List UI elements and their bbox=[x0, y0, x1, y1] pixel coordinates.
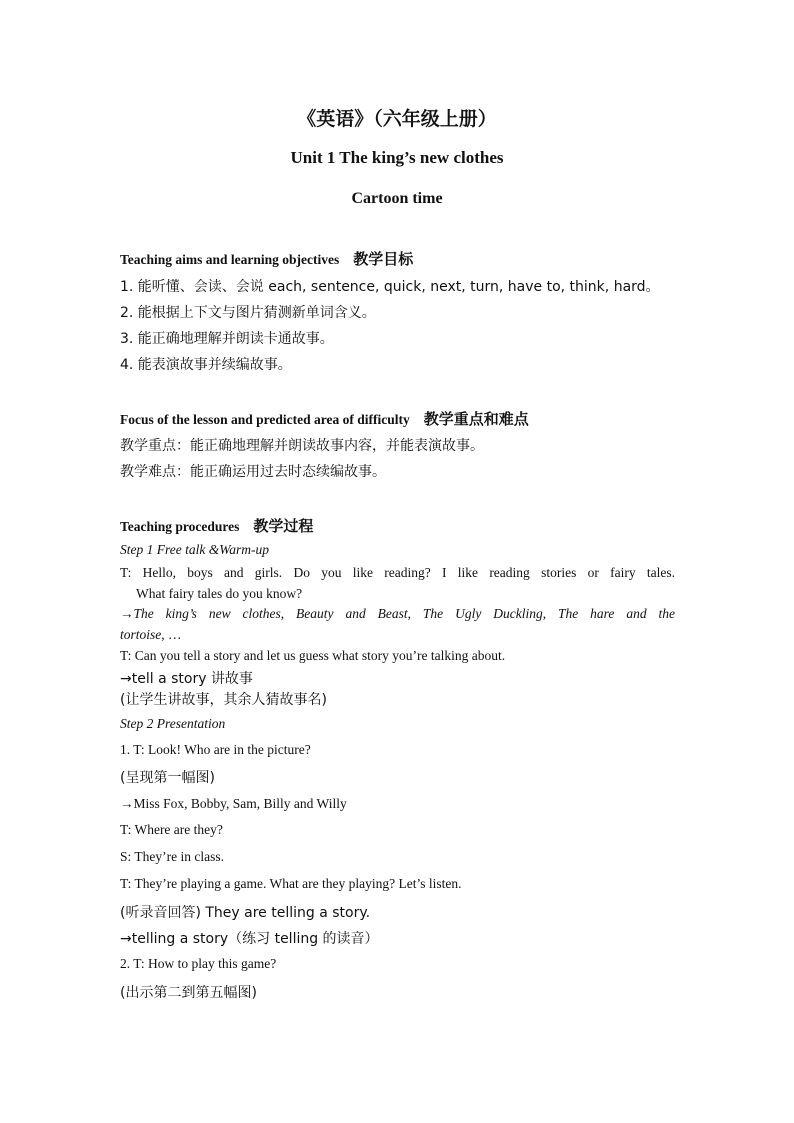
step2-line-10: (出示第二到第五幅图) bbox=[120, 985, 257, 1001]
aims-heading-cn: 教学目标 bbox=[353, 250, 414, 268]
procedures-heading-cn: 教学过程 bbox=[253, 517, 314, 535]
unit-title: Unit 1 The king’s new clothes bbox=[290, 148, 504, 167]
aims-item-1: 1. 能听懂、会读、会说 each, sentence, quick, next, turn, have to, think, hard。 bbox=[120, 279, 660, 295]
step2-line-5: S: They’re in class. bbox=[120, 849, 224, 864]
step1-answer: →tell a story 讲故事 bbox=[120, 671, 253, 687]
arrow-glyph: → bbox=[120, 606, 134, 621]
step1-note: (让学生讲故事，其余人猜故事名) bbox=[120, 692, 327, 708]
step2-line-3: →Miss Fox, Bobby, Sam, Billy and Willy bbox=[120, 796, 347, 811]
aims-item-2: 2. 能根据上下文与图片猜测新单词含义。 bbox=[120, 305, 376, 321]
step2-heading: Step 2 Presentation bbox=[120, 716, 226, 731]
aims-item-3: 3. 能正确地理解并朗读卡通故事。 bbox=[120, 331, 334, 347]
lesson-title: Cartoon time bbox=[351, 190, 443, 207]
focus-heading-en: Focus of the lesson and predicted area of difficulty bbox=[120, 412, 410, 427]
aims-heading bbox=[120, 248, 413, 269]
story-title-4-cont: tortoise bbox=[120, 627, 162, 642]
story-title-3: The Ugly Duckling bbox=[422, 606, 543, 621]
step1-teacher-line-cont: What fairy tales do you know? bbox=[136, 586, 303, 601]
step2-line-6: T: They’re playing a game. What are they playing? Let’s listen. bbox=[120, 876, 462, 891]
step2-line-9: 2. T: How to play this game? bbox=[120, 956, 277, 971]
focus-heading bbox=[120, 408, 529, 429]
separator: , bbox=[407, 606, 423, 621]
focus-heading-cn: 教学重点和难点 bbox=[423, 410, 529, 428]
story-title-4: The hare and the bbox=[558, 606, 676, 621]
aims-item-4: 4. 能表演故事并续编故事。 bbox=[120, 357, 292, 373]
separator: , bbox=[542, 606, 559, 621]
step2-line-7: (听录音回答) They are telling a story. bbox=[120, 905, 371, 921]
separator: , bbox=[280, 606, 297, 621]
step2-line-1: 1. T: Look! Who are in the picture? bbox=[120, 742, 311, 757]
story-list-tail: , … bbox=[161, 627, 182, 642]
procedures-heading bbox=[120, 515, 313, 536]
step1-story-list bbox=[120, 606, 675, 622]
step1-teacher-question: T: Can you tell a story and let us guess what story you’re talking about. bbox=[120, 648, 506, 663]
aims-heading-en: Teaching aims and learning objectives bbox=[120, 252, 340, 267]
story-title-2: Beauty and Beast bbox=[296, 606, 408, 621]
step2-line-2: (呈现第一幅图) bbox=[120, 770, 215, 786]
step2-line-4: T: Where are they? bbox=[120, 822, 223, 837]
step1-heading: Step 1 Free talk &Warm-up bbox=[120, 542, 269, 557]
focus-difficulty: 教学难点：能正确运用过去时态续编故事。 bbox=[120, 464, 386, 480]
story-title-1: The king’s new clothes bbox=[133, 606, 281, 621]
step1-story-list-cont bbox=[120, 627, 182, 643]
procedures-heading-en: Teaching procedures bbox=[120, 519, 240, 534]
focus-key-point: 教学重点：能正确地理解并朗读故事内容，并能表演故事。 bbox=[120, 438, 484, 454]
document-title: 《英语》（六年级上册） bbox=[297, 108, 497, 130]
step2-line-8: →telling a story（练习 telling 的读音） bbox=[120, 931, 379, 947]
step1-teacher-line: T: Hello, boys and girls. Do you like reading? I like reading stories or fairy tales. bbox=[120, 565, 675, 580]
